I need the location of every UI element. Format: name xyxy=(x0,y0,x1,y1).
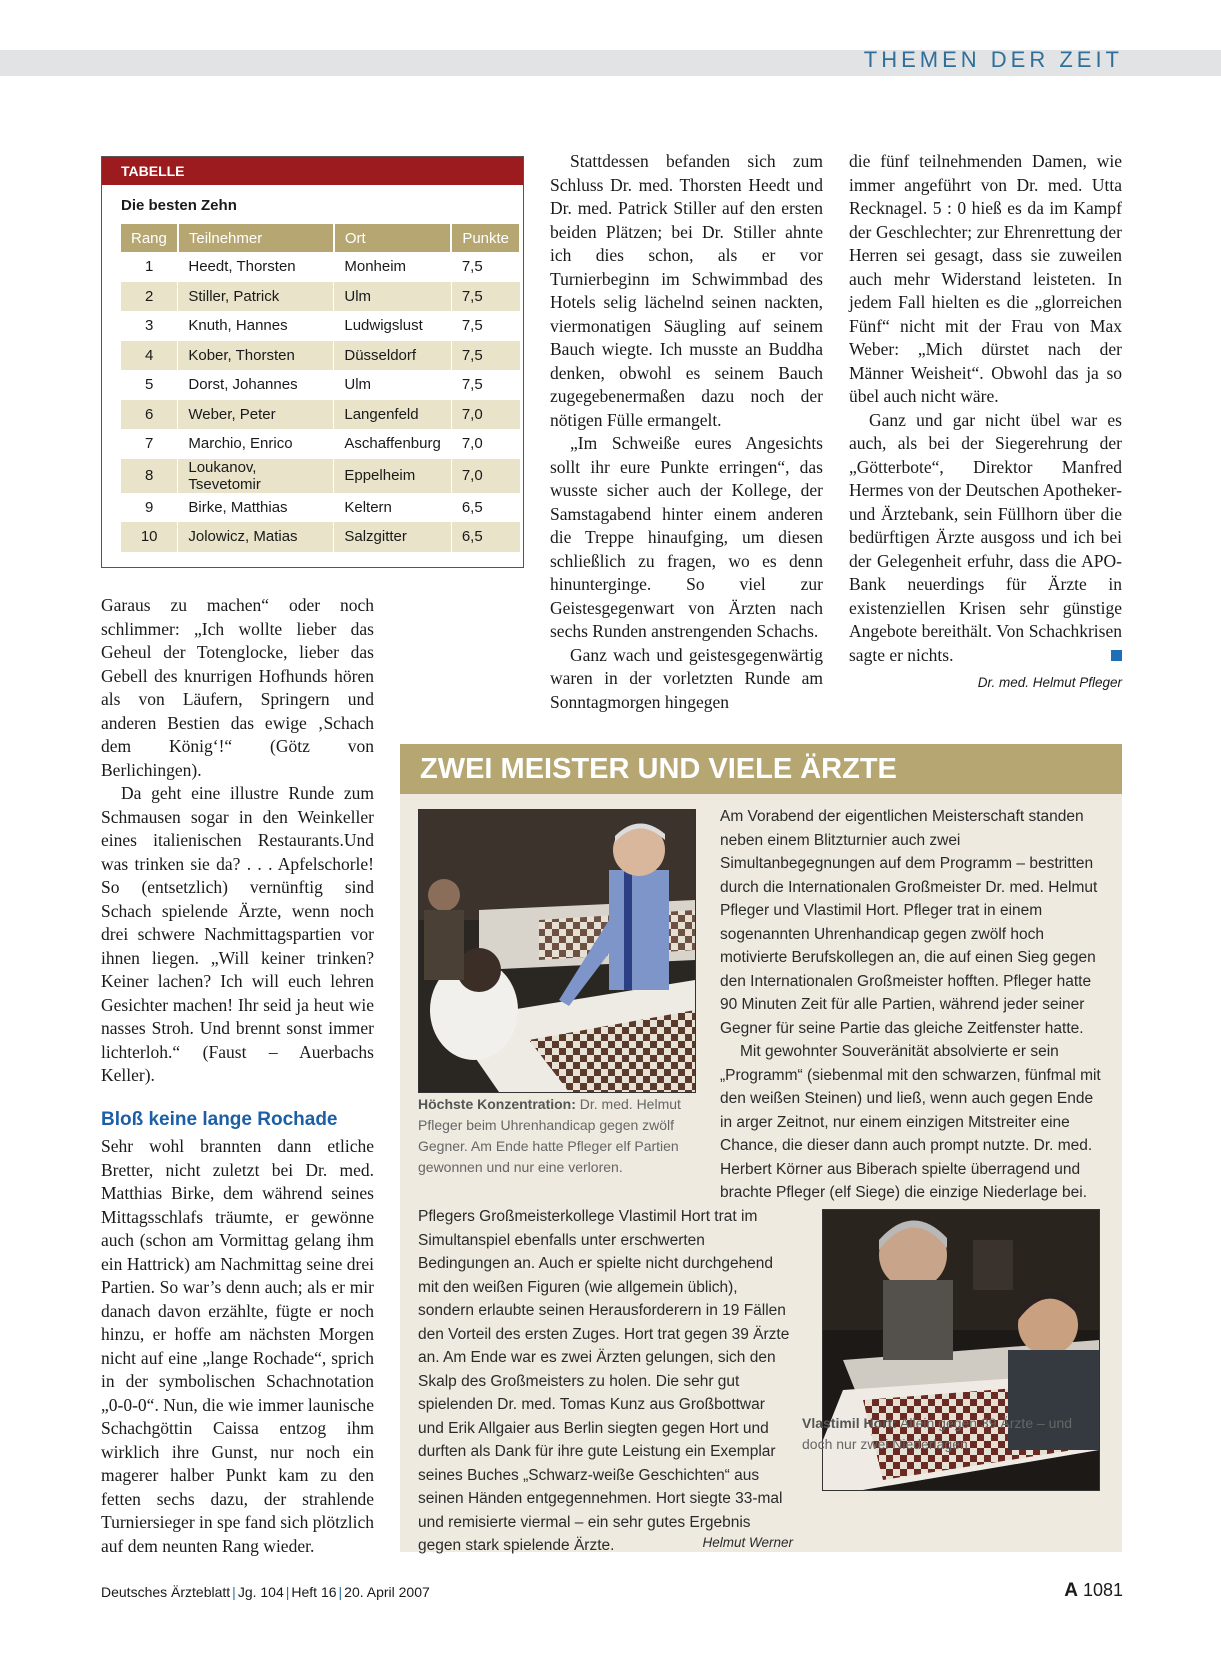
cell-punkte: 7,5 xyxy=(451,282,520,312)
cell-punkte: 7,0 xyxy=(451,400,520,430)
caption-lead: Höchste Konzentration: xyxy=(418,1096,576,1112)
photo-caption-1 xyxy=(418,1094,698,1178)
cell-rang: 9 xyxy=(121,493,178,523)
footer-citation xyxy=(101,1584,430,1600)
table-row xyxy=(121,522,520,552)
subheading: Bloß keine lange Rochade xyxy=(101,1108,338,1130)
table-row xyxy=(121,252,520,282)
paragraph: Pflegers Großmeisterkollege Vlastimil Hort trat im Simultanspiel ebenfalls unter erschwerten Bedingungen an. Auch er spielte nicht durchgehend mit den weißen Figuren (wie allgemein üblich), sondern erlaubte seinen Herausforderern in 19 Fällen den Vorteil des ersten Zuges. Hort trat gegen 39 Ärzte an. Am Ende war es zwei Ärzten gelungen, sich den Skalp des Großmeisters zu holen. Die sehr gut spielenden Dr. med. Tomas Kunz aus Großbottwar und Erik Allgaier aus Berlin siegten gegen Hort und durften als Dank für ihre gute Leistung ein Exemplar seines Buches „Schwarz-weiße Geschichten“ aus seinen Händen entgegennehmen. Hort siegte 33-mal und remisierte viermal – ein sehr gutes Ergebnis gegen stark spielende Ärzte. xyxy=(418,1208,790,1554)
cell-punkte: 7,0 xyxy=(451,429,520,459)
paragraph: Da geht eine illustre Runde zum Schmausen sogar in den Weinkeller eines italienischen Restaurants.Und was trinken sie da? . . . Apfelschorle! So (entsetzlich) vernünftig sind Schach spielende Ärzte, wenn noch drei schwere Nachmittagspartien vor ihnen liegen. „Will keiner trinken? Keiner lachen? Ich will euch lehren Gesichter machen! Ihr seid ja heut wie nasses Stroh. Und brennt sonst immer lichterloh.“ (Faust – Auerbachs Keller). xyxy=(101,783,374,1085)
photo-caption-2 xyxy=(802,1413,1102,1455)
cell-rang: 6 xyxy=(121,400,178,430)
cell-ort: Keltern xyxy=(334,493,451,523)
cell-teilnehmer: Jolowicz, Matias xyxy=(178,522,334,552)
paragraph xyxy=(849,409,1122,668)
page-number xyxy=(1064,1580,1123,1602)
box-title: ZWEI MEISTER UND VIELE ÄRZTE xyxy=(400,744,1122,794)
page-prefix: A xyxy=(1064,1580,1078,1601)
cell-ort: Salzgitter xyxy=(334,522,451,552)
cell-punkte: 6,5 xyxy=(451,493,520,523)
info-box xyxy=(400,744,1122,1552)
cell-rang: 10 xyxy=(121,522,178,552)
author-byline: Dr. med. Helmut Pfleger xyxy=(977,675,1122,690)
table-header-row xyxy=(121,224,520,252)
caption-lead: Vlastimil Hort: xyxy=(802,1415,897,1431)
table-row xyxy=(121,282,520,312)
col-header-ort: Ort xyxy=(334,224,451,252)
paragraph: Garaus zu machen“ oder noch schlimmer: „Ich wollte lieber das Geheul der Totenglocke, lieber das Gebell des knurrigen Hofhunds hören als von Läufern, Springern und anderen Bestien das ewige ‚Schach dem König‘!“ (Götz von Berlichingen). xyxy=(101,595,374,780)
caption-text: Dr. med. Helmut Pfleger beim Uhrenhandicap gegen zwölf Gegner. Am Ende hatte Pfleger elf Partien gewonnen und nur eine verloren. xyxy=(418,1096,681,1175)
table-row xyxy=(121,459,520,493)
box-text-1 xyxy=(720,805,1105,1205)
cell-ort: Ludwigslust xyxy=(334,311,451,341)
cell-ort: Eppelheim xyxy=(334,459,451,493)
paragraph: „Im Schweiße eures Angesichts sollt ihr eure Punkte erringen“, das wusste sicher auch der Kollege, der Samstagabend hinter einem anderen die Treppe hinaufging, um diesen schließlich zu fragen, wo es denn hinunterginge. So viel zur Geistesgegenwart von Ärzten nach sechs Runden anstrengenden Schachs. xyxy=(550,433,823,641)
cell-teilnehmer: Kober, Thorsten xyxy=(178,341,334,371)
journal-name: Deutsches Ärzteblatt xyxy=(101,1584,231,1600)
cell-teilnehmer: Stiller, Patrick xyxy=(178,282,334,312)
cell-rang: 4 xyxy=(121,341,178,371)
cell-ort: Aschaffenburg xyxy=(334,429,451,459)
col-header-teilnehmer: Teilnehmer xyxy=(178,224,334,252)
cell-teilnehmer: Birke, Matthias xyxy=(178,493,334,523)
column-2 xyxy=(550,150,823,714)
cell-ort: Monheim xyxy=(334,252,451,282)
table-subtitle: Die besten Zehn xyxy=(121,197,237,214)
page-number-value: 1081 xyxy=(1082,1580,1123,1600)
table-row xyxy=(121,341,520,371)
cell-ort: Langenfeld xyxy=(334,400,451,430)
cell-rang: 3 xyxy=(121,311,178,341)
cell-teilnehmer: Loukanov, Tsevetomir xyxy=(178,459,334,493)
cell-ort: Düsseldorf xyxy=(334,341,451,371)
table-row xyxy=(121,370,520,400)
table-row xyxy=(121,493,520,523)
cell-rang: 2 xyxy=(121,282,178,312)
cell-teilnehmer: Marchio, Enrico xyxy=(178,429,334,459)
table-row xyxy=(121,311,520,341)
volume: Jg. 104 xyxy=(237,1584,284,1600)
separator: | xyxy=(285,1584,290,1600)
col-header-punkte: Punkte xyxy=(451,224,520,252)
issue: Heft 16 xyxy=(291,1584,337,1600)
paragraph: Stattdessen befanden sich zum Schluss Dr. med. Thorsten Heedt und Dr. med. Patrick Stiller auf den ersten beiden Plätzen; bei Dr. Stiller ahnte ich dies schon, als er vor Turnierbeginn im Schwimmbad des Hotels selig lächelnd seinen nackten, viermonatigen Säugling auf seinem Bauch wiegte. Ich musste an Buddha denken, obwohl es seinem Bauch zugegebenermaßen dazu noch der nötigen Fülle ermangelt. xyxy=(550,151,823,430)
cell-punkte: 7,5 xyxy=(451,311,520,341)
separator: | xyxy=(338,1584,343,1600)
end-mark-icon xyxy=(1111,650,1122,661)
caption-text: Allein gegen 39 Ärzte – und doch nur zwei Niederlagen xyxy=(802,1415,1073,1452)
col-header-rang: Rang xyxy=(121,224,178,252)
cell-ort: Ulm xyxy=(334,370,451,400)
table-row xyxy=(121,400,520,430)
cell-rang: 7 xyxy=(121,429,178,459)
cell-teilnehmer: Knuth, Hannes xyxy=(178,311,334,341)
section-title: THEMEN DER ZEIT xyxy=(863,47,1123,72)
date: 20. April 2007 xyxy=(344,1584,430,1600)
paragraph: Am Vorabend der eigentlichen Meisterschaft standen neben einem Blitzturnier auch zwei Simultanbegegnungen auf dem Programm – bestritten durch die Internationalen Großmeister Dr. med. Helmut Pfleger und Vlastimil Hort. Pfleger trat in einem sogenannten Uhrenhandicap gegen zwölf hoch motivierte Berufskollegen an, die auf einen Sieg gegen den Internationalen Großmeister hofften. Pfleger hatte 90 Minuten Zeit für alle Partien, während jeder seiner Gegner für seine Partie das gleiche Zeitfenster hatte. xyxy=(720,808,1098,1037)
ranking-table xyxy=(121,224,521,552)
chess-simul-photo-1 xyxy=(419,810,695,1092)
column-1 xyxy=(101,594,374,1558)
paragraph-text: Ganz und gar nicht übel war es auch, als bei der Siegerehrung der „Götterbote“, Direktor Manfred Hermes von der Deutschen Apotheker- und Ärztebank, sein Füllhorn über die bedürftigen Ärzte ausgoss und ich bei der Gelegenheit erfuhr, dass die APO-Bank neuerdings für Ärzte in existenziellen Krisen sehr günstige Angebote bereithält. Von Schachkrisen sagte er nichts. xyxy=(849,409,1122,665)
paragraph: die fünf teilnehmenden Damen, wie immer angeführt von Dr. med. Utta Recknagel. 5 : 0 hieß es da im Kampf der Geschlechter; zur Ehrenrettung der Herren sei gesagt, dass sie zuweilen auch mehr Widerstand leisteten. In jedem Fall hielten es die „glorreichen Fünf“ nicht mit der Frau von Max Weber: „Mich dürstet nach der Männer Weisheit“. Obwohl das ja so übel auch nicht wäre. xyxy=(849,151,1122,406)
cell-teilnehmer: Dorst, Johannes xyxy=(178,370,334,400)
cell-punkte: 7,5 xyxy=(451,341,520,371)
cell-teilnehmer: Heedt, Thorsten xyxy=(178,252,334,282)
cell-ort: Ulm xyxy=(334,282,451,312)
photo-pfleger xyxy=(418,809,696,1093)
box-text-2 xyxy=(418,1205,793,1558)
cell-rang: 1 xyxy=(121,252,178,282)
cell-teilnehmer: Weber, Peter xyxy=(178,400,334,430)
paragraph: Mit gewohnter Souveränität absolvierte er sein „Programm“ (siebenmal mit den schwarzen, fünfmal mit den weißen Steinen) und ließ, wenn auch gegen Ende in arger Zeitnot, nur einem einzigen Mitstreiter eine Chance, die dieser dann auch prompt nutzte. Dr. med. Herbert Körner aus Biberach spielte überragend und brachte Pfleger (elf Siege) die einzige Niederlage bei. xyxy=(720,1043,1101,1201)
cell-rang: 8 xyxy=(121,459,178,493)
cell-punkte: 6,5 xyxy=(451,522,520,552)
cell-punkte: 7,5 xyxy=(451,252,520,282)
separator: | xyxy=(232,1584,236,1600)
table-label: TABELLE xyxy=(102,157,523,185)
cell-rang: 5 xyxy=(121,370,178,400)
table-row xyxy=(121,429,520,459)
cell-punkte: 7,5 xyxy=(451,370,520,400)
paragraph: Sehr wohl brannten dann etliche Bretter, nicht zuletzt bei Dr. med. Matthias Birke, dem während seines Mittagsschlafs träumte, er gewönne auch (schon am Vormittag gelang ihm ein Hattrick) am Nachmittag seine drei Partien. So war’s denn auch; als er mir danach davon erzählte, fügte er noch hinzu, er hoffe am nächsten Morgen nicht auf eine „lange Rochade“, sprich in der symbolischen Schachnotation „0-0-0“. Nun, die wie immer launische Schachgöttin Caissa entzog ihm wirklich ihre Gunst, nur noch ein magerer halber Punkt kam zu den fetten sechs dazu, der strahlende Turniersieger in spe fand sich plötzlich auf dem neunten Rang wieder. xyxy=(101,1136,374,1556)
cell-punkte: 7,0 xyxy=(451,459,520,493)
table-box xyxy=(101,156,524,568)
paragraph: Ganz wach und geistesgegenwärtig waren in der vorletzten Runde am Sonntagmorgen hingegen xyxy=(550,644,823,712)
box-byline: Helmut Werner xyxy=(702,1535,793,1550)
column-3 xyxy=(849,150,1122,695)
